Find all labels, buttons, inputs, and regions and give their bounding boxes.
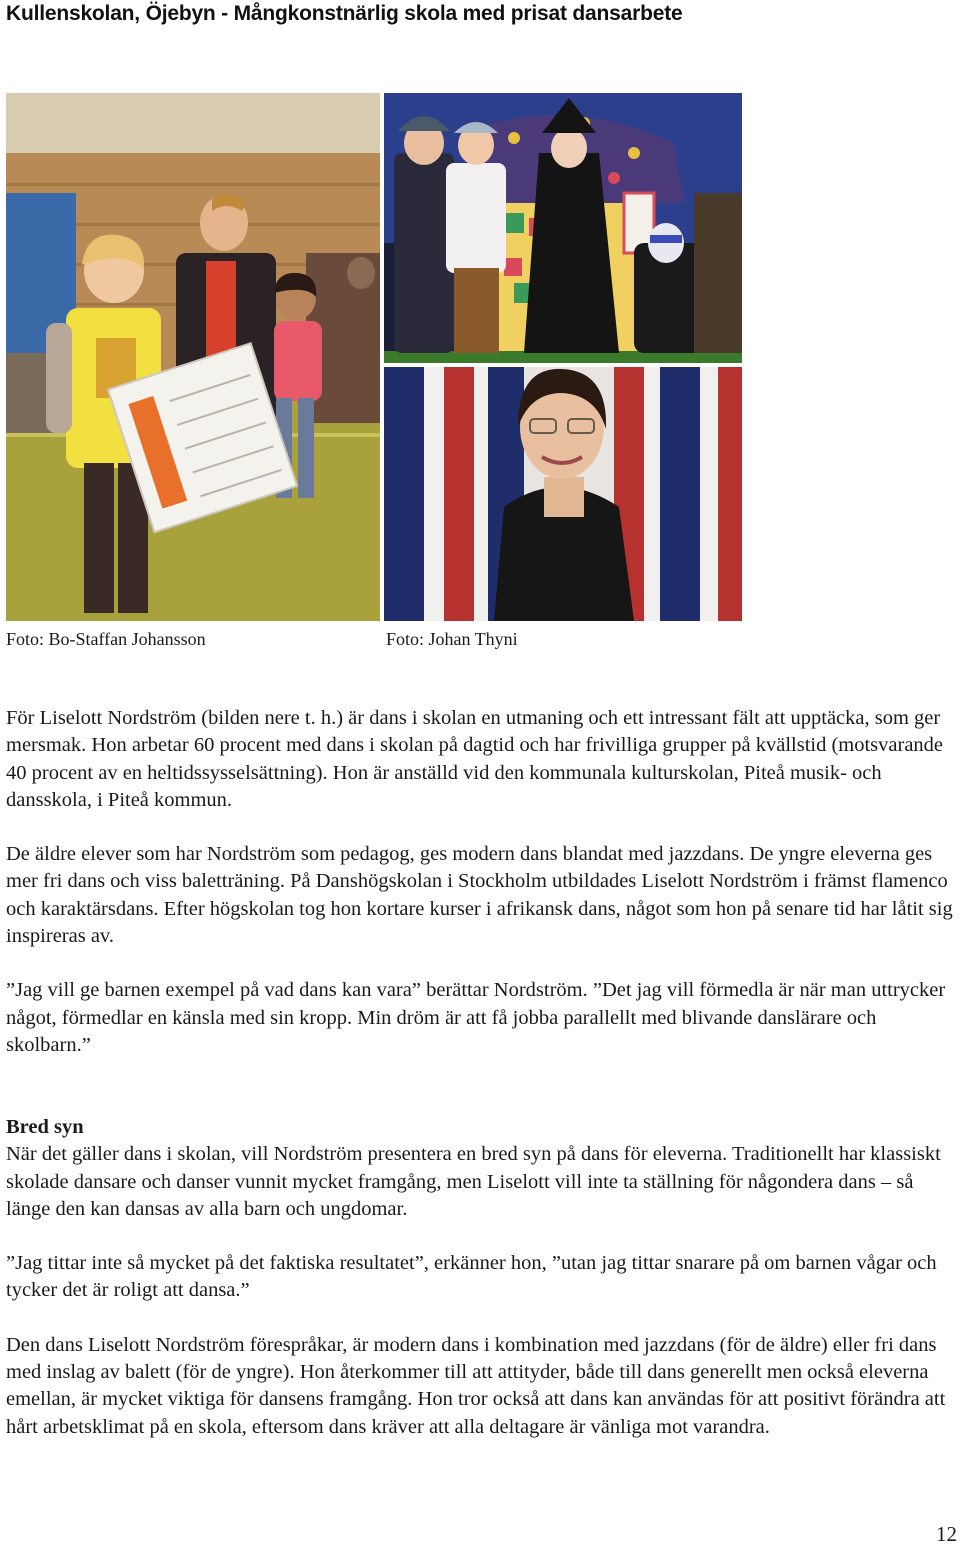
stage-play-photo	[384, 93, 742, 363]
paragraph-quote: ”Jag vill ge barnen exempel på vad dans kan vara” berättar Nordström. ”Det jag vill förmedla är när man uttrycker något, förmedlar en känsla med sin kropp. Min dröm är att få jobba parallellt med blivande danslärare och skolbarn.”	[6, 979, 946, 1056]
check-presentation-photo	[6, 93, 380, 621]
teacher-portrait-photo	[384, 367, 742, 621]
section-bred-syn	[6, 1114, 956, 1468]
paragraph-intro: För Liselott Nordström (bilden nere t. h.) är dans i skolan en utmaning och ett intressant fält att upptäcka, som ger mersmak. Hon arbetar 60 procent med dans i skolan på dagtid och har frivilliga grupper på kvällstid (motsvarande 40 procent av en heltidssysselsättning). Hon är anställd vid den kommunala kulturskolan, Piteå musik- och dansskola, i Piteå kommun.	[6, 707, 944, 811]
page-number: 12	[936, 1522, 957, 1546]
right-photo-caption: Foto: Johan Thyni	[386, 629, 518, 649]
paragraph-education: De äldre elever som har Nordström som pedagog, ges modern dans blandat med jazzdans. De yngre eleverna ges mer fri dans och viss baletträning. På Danshögskolan i Stockholm utbildades Liselott Nordström i främst flamenco och karaktärsdans. Efter högskolan tog hon kortare kurser i afrikansk dans, något som hon på senare tid har låtit sig inspireras av.	[6, 843, 953, 948]
paragraph-broad-view: När det gäller dans i skolan, vill Nordström presentera en bred syn på dans för eleverna. Traditionellt har klassiskt skolade dansare och danser vunnit mycket framgång, men Liselott vill inte ta ställning för någondera dans – så länge den kan dansas av alla barn och ungdomar.	[6, 1143, 941, 1220]
page-title: Kullenskolan, Öjebyn - Mångkonstnärlig skola med prisat dansarbete	[6, 2, 683, 25]
section-heading: Bred syn	[6, 1116, 84, 1138]
paragraph-result-quote: ”Jag tittar inte så mycket på det faktiska resultatet”, erkänner hon, ”utan jag tittar snarare på om barnen vågar och tycker det är roligt att dansa.”	[6, 1252, 937, 1302]
left-photo-caption: Foto: Bo-Staffan Johansson	[6, 629, 206, 649]
article-body	[6, 705, 956, 1086]
paragraph-conclusion: Den dans Liselott Nordström förespråkar, är modern dans i kombination med jazzdans (för de äldre) eller fri dans med inslag av balett (för de yngre). Hon återkommer till att attityder, både till dans generellt men också eleverna emellan, är mycket viktiga för dansens framgång. Hon tror också att dans kan användas för att positivt förändra att hårt arbetsklimat på en skola, eftersom dans kräver att alla deltagare är vänliga mot varandra.	[6, 1333, 946, 1438]
